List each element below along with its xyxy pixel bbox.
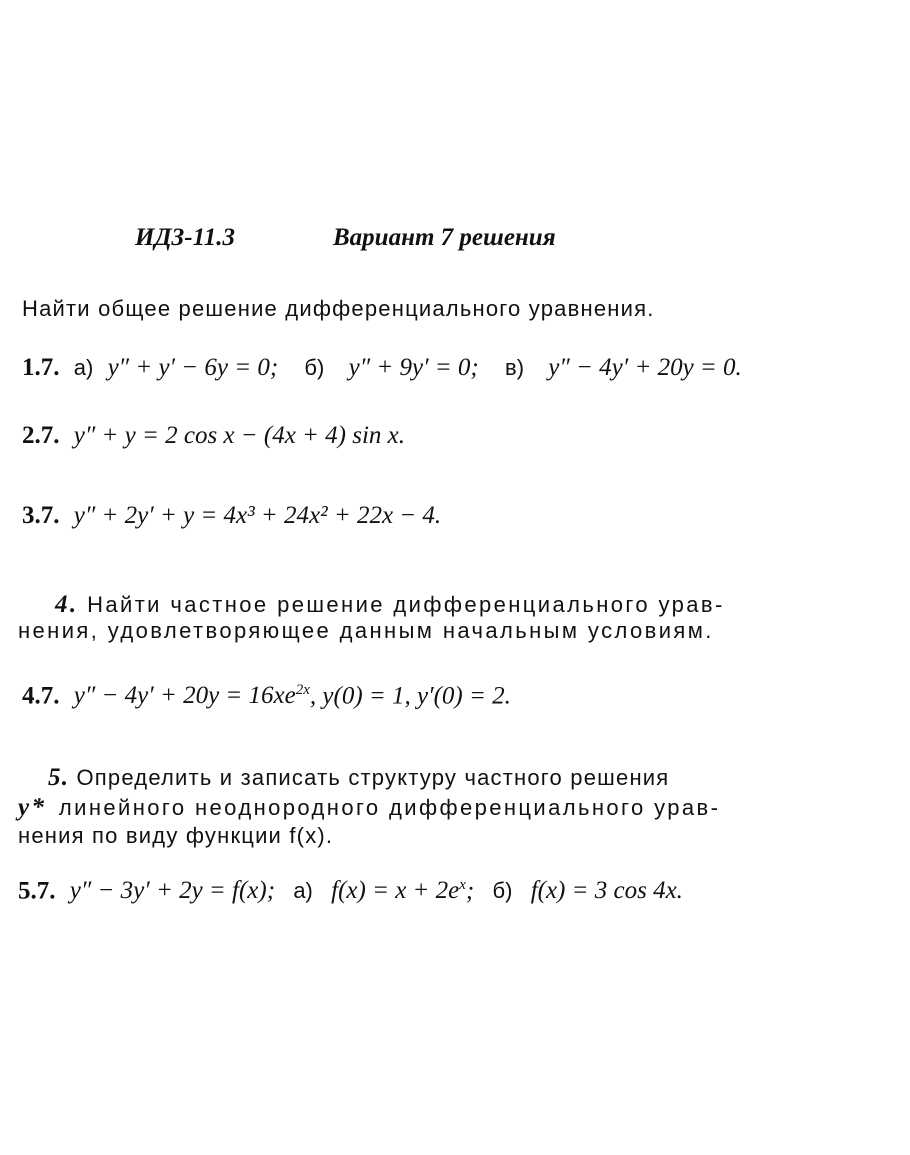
function-b: f(x) = 3 cos 4x. bbox=[530, 877, 683, 905]
separator: ; bbox=[465, 877, 475, 905]
equation: y″ + 2y′ + y = 4x³ + 24x² + 22x − 4. bbox=[73, 502, 442, 529]
document-code: ИДЗ-11.3 bbox=[135, 224, 235, 251]
variant-title: Вариант 7 решения bbox=[333, 224, 556, 251]
task-5-line-1 bbox=[48, 765, 669, 790]
problem-number: 3.7. bbox=[22, 502, 60, 529]
initial-conditions: , y(0) = 1, y′(0) = 2. bbox=[309, 682, 511, 710]
task-text: Найти частное решение дифференциального урав- bbox=[87, 592, 725, 617]
problem-2-7 bbox=[22, 423, 405, 448]
equation: y″ − 3y′ + 2y = f(x); bbox=[69, 877, 276, 905]
equation-c: y″ − 4y′ + 20y = 0. bbox=[548, 354, 742, 381]
problem-number: 2.7. bbox=[22, 422, 60, 449]
exponent: x bbox=[459, 877, 466, 893]
task-4-line-2: нения, удовлетворяющее данным начальным условиям. bbox=[18, 618, 714, 643]
task-text: линейного неоднородного дифференциального урав- bbox=[58, 795, 721, 820]
task-5-line-3: нения по виду функции f(x). bbox=[18, 823, 334, 848]
equation-b: y″ + 9y′ = 0; bbox=[348, 354, 479, 381]
function-a: f(x) = x + 2e bbox=[331, 877, 460, 905]
task-intro: Найти общее решение дифференциального уравнения. bbox=[22, 296, 655, 321]
task-number: 5. bbox=[48, 764, 70, 791]
option-a-label: а) bbox=[73, 355, 94, 380]
option-b-label: б) bbox=[304, 355, 325, 380]
problem-3-7 bbox=[22, 503, 441, 528]
task-number: 4. bbox=[55, 591, 79, 618]
problem-4-7 bbox=[22, 683, 511, 708]
problem-number: 1.7. bbox=[22, 354, 60, 381]
option-b-label: б) bbox=[492, 878, 513, 904]
problem-number: 4.7. bbox=[22, 682, 60, 710]
equation: y″ − 4y′ + 20y = 16xe bbox=[73, 682, 296, 710]
problem-number: 5.7. bbox=[18, 877, 56, 905]
task-5-line-2 bbox=[18, 795, 720, 820]
problem-1-7 bbox=[22, 355, 742, 380]
y-star: y* bbox=[18, 794, 47, 821]
equation: y″ + y = 2 cos x − (4x + 4) sin x. bbox=[73, 422, 406, 449]
option-c-label: в) bbox=[505, 355, 525, 380]
problem-5-7 bbox=[18, 878, 683, 903]
option-a-label: а) bbox=[293, 878, 313, 904]
task-text: Определить и записать структуру частного решения bbox=[76, 765, 670, 790]
equation-a: y″ + y′ − 6y = 0; bbox=[107, 354, 279, 381]
task-4-line-1 bbox=[55, 592, 725, 617]
exponent: 2x bbox=[295, 682, 310, 698]
